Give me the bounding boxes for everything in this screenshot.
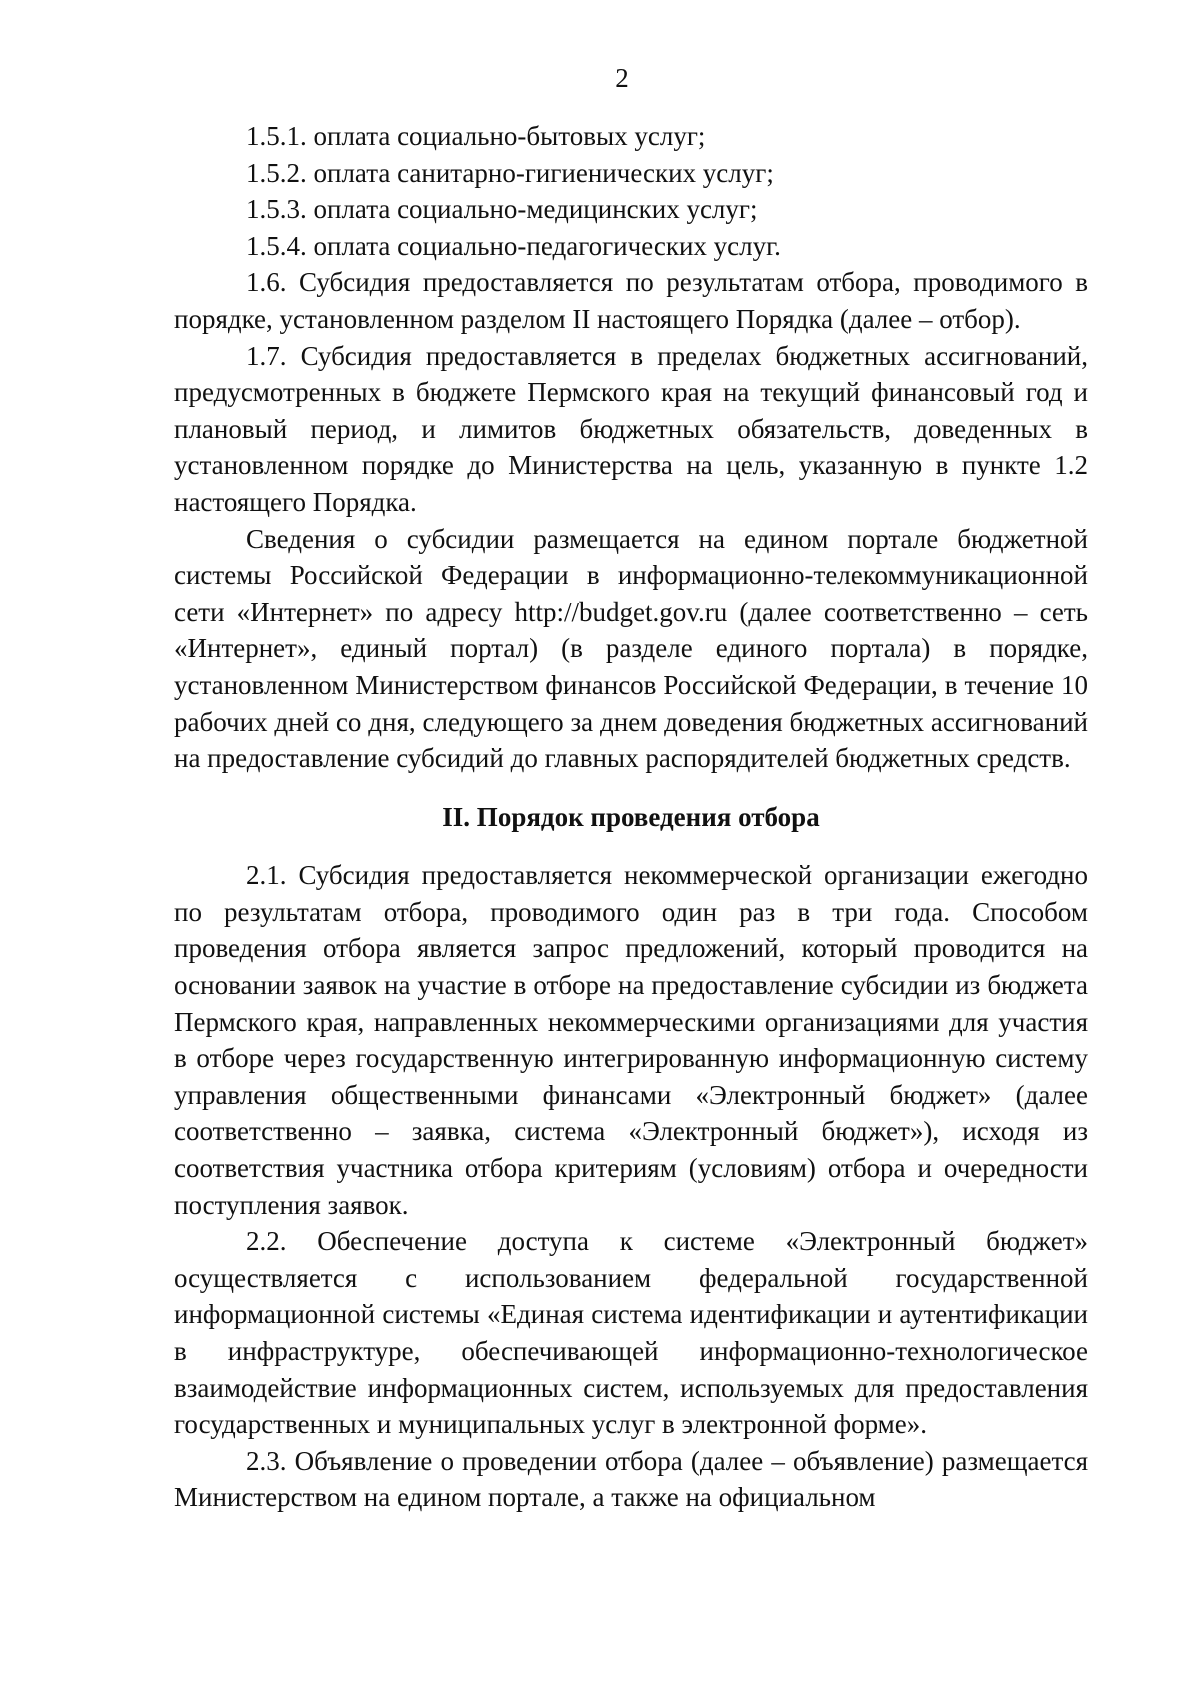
- section-heading: II. Порядок проведения отбора: [442, 801, 820, 832]
- list-item-1-5-1: 1.5.1. оплата социально-бытовых услуг;: [246, 121, 706, 151]
- list-item-1-5-2: 1.5.2. оплата санитарно-гигиенических услуг;: [246, 157, 774, 188]
- paragraph-1-7: 1.7. Субсидия предоставляется в пределах бюджетных ассигнований, предусмотренных в бюджете Пермского края на текущий финансовый год и плановый период, и лимитов бюджетных обязательств, доведенных в установленном порядке до Министерства на цель, указанную в пункте 1.2 настоящего Порядка.: [174, 340, 1088, 517]
- paragraph-2-1: 2.1. Субсидия предоставляется некоммерческой организации ежегодно по результатам отбора, проводимого один раз в три года. Способом проведения отбора является запрос предложений, который проводится на основании заявок на участие в отборе на предоставление субсидии из бюджета Пермского края, направленных некоммерческими организациями для участия в отборе через государственную интегрированную информационную систему управления общественными финансами «Электронный бюджет» (далее соответственно – заявка, система «Электронный бюджет»), исходя из соответствия участника отбора критериям (условиям) отбора и очередности поступления заявок.: [174, 860, 1088, 1220]
- paragraph-2-2: 2.2. Обеспечение доступа к системе «Электронный бюджет» осуществляется с использованием федеральной государственной информационной системы «Единая система идентификации и аутентификации в инфраструктуре, обеспечивающей информационно-технологическое взаимодействие информационных систем, используемых для предоставления государственных и муниципальных услуг в электронной форме».: [174, 1226, 1088, 1440]
- list-item-1-5-4: 1.5.4. оплата социально-педагогических услуг.: [246, 230, 781, 261]
- document-body: [174, 118, 1088, 1516]
- list-item-1-5-3: 1.5.3. оплата социально-медицинских услуг;: [246, 194, 758, 225]
- paragraph-subsidy-info: Сведения о субсидии размещается на едином портале бюджетной системы Российской Федерации в информационно-телекоммуникационной сети «Интернет» по адресу http://budget.gov.ru (далее соответственно – сеть «Интернет», единый портал) (в разделе единого портала) в порядке, установленном Министерством финансов Российской Федерации, в течение 10 рабочих дней со дня, следующего за днем доведения бюджетных ассигнований на предоставление субсидий до главных распорядителей бюджетных средств.: [174, 523, 1088, 774]
- paragraph-2-3: 2.3. Объявление о проведении отбора (далее – объявление) размещается Министерством на едином портале, а также на официальном: [174, 1445, 1088, 1513]
- page-number: 2: [615, 63, 629, 93]
- paragraph-1-6: 1.6. Субсидия предоставляется по результатам отбора, проводимого в порядке, установленном разделом II настоящего Порядка (далее – отбор).: [174, 267, 1088, 334]
